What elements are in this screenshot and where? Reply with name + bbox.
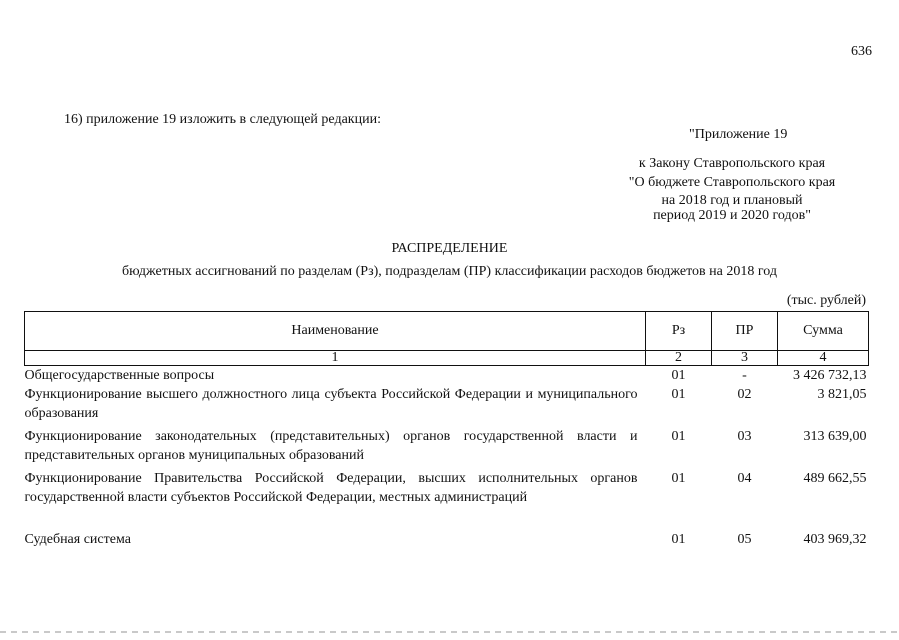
table-row bbox=[25, 427, 869, 469]
row-pr: 02 bbox=[737, 387, 752, 402]
units-label: (тыс. рублей) bbox=[786, 293, 866, 308]
row-sum: 313 639,00 bbox=[803, 429, 867, 444]
row-pr: 03 bbox=[737, 429, 752, 444]
row-pr: 05 bbox=[737, 532, 752, 547]
header-rz: Рз bbox=[646, 312, 712, 351]
column-number: 1 bbox=[25, 351, 646, 366]
page-number: 636 bbox=[851, 44, 872, 59]
table-row bbox=[25, 530, 869, 549]
row-rz: 01 bbox=[671, 387, 686, 402]
column-number: 3 bbox=[712, 351, 778, 366]
row-name: Общегосударственные вопросы bbox=[24, 368, 215, 383]
row-rz: 01 bbox=[671, 429, 686, 444]
row-pr: 04 bbox=[737, 471, 752, 486]
row-name: Судебная система bbox=[24, 532, 131, 547]
row-rz: 01 bbox=[671, 368, 686, 383]
appendix-line-law: к Закону Ставропольского края bbox=[638, 156, 826, 171]
scan-artifact-line bbox=[0, 631, 899, 633]
table-row bbox=[25, 385, 869, 427]
column-number-row bbox=[25, 351, 869, 366]
document-title: РАСПРЕДЕЛЕНИЕ bbox=[391, 241, 508, 256]
table-row bbox=[25, 366, 869, 386]
row-rz: 01 bbox=[671, 471, 686, 486]
header-pr: ПР bbox=[712, 312, 778, 351]
row-sum: 403 969,32 bbox=[803, 532, 867, 547]
appendix-title: "Приложение 19 bbox=[689, 127, 788, 142]
row-name: Функционирование законодательных (представительных) органов государственной власти и представительных органов муниципальных образований bbox=[24, 429, 638, 463]
appendix-line-budget: "О бюджете Ставропольского края bbox=[628, 175, 836, 190]
header-name: Наименование bbox=[25, 312, 646, 351]
row-rz: 01 bbox=[671, 532, 686, 547]
column-number: 2 bbox=[646, 351, 712, 366]
row-sum: 489 662,55 bbox=[803, 471, 867, 486]
table-row bbox=[25, 469, 869, 530]
document-subtitle: бюджетных ассигнований по разделам (Рз), подразделам (ПР) классификации расходов бюджетов на 2018 год bbox=[122, 264, 777, 279]
header-sum: Сумма bbox=[778, 312, 869, 351]
row-name: Функционирование Правительства Российской Федерации, высших исполнительных органов государственной власти субъектов Российской Федерации, местных администраций bbox=[24, 471, 638, 505]
amendment-intro: 16) приложение 19 изложить в следующей редакции: bbox=[64, 112, 381, 127]
appendix-line-period: период 2019 и 2020 годов" bbox=[653, 208, 811, 223]
row-pr: - bbox=[742, 368, 747, 383]
budget-table bbox=[24, 311, 869, 549]
appendix-line-year: на 2018 год и плановый bbox=[661, 193, 803, 208]
column-number: 4 bbox=[778, 351, 869, 366]
row-sum: 3 426 732,13 bbox=[793, 368, 867, 383]
row-name: Функционирование высшего должностного лица субъекта Российской Федерации и муниципального образования bbox=[24, 387, 638, 421]
row-sum: 3 821,05 bbox=[817, 387, 867, 402]
table-header-row bbox=[25, 312, 869, 351]
